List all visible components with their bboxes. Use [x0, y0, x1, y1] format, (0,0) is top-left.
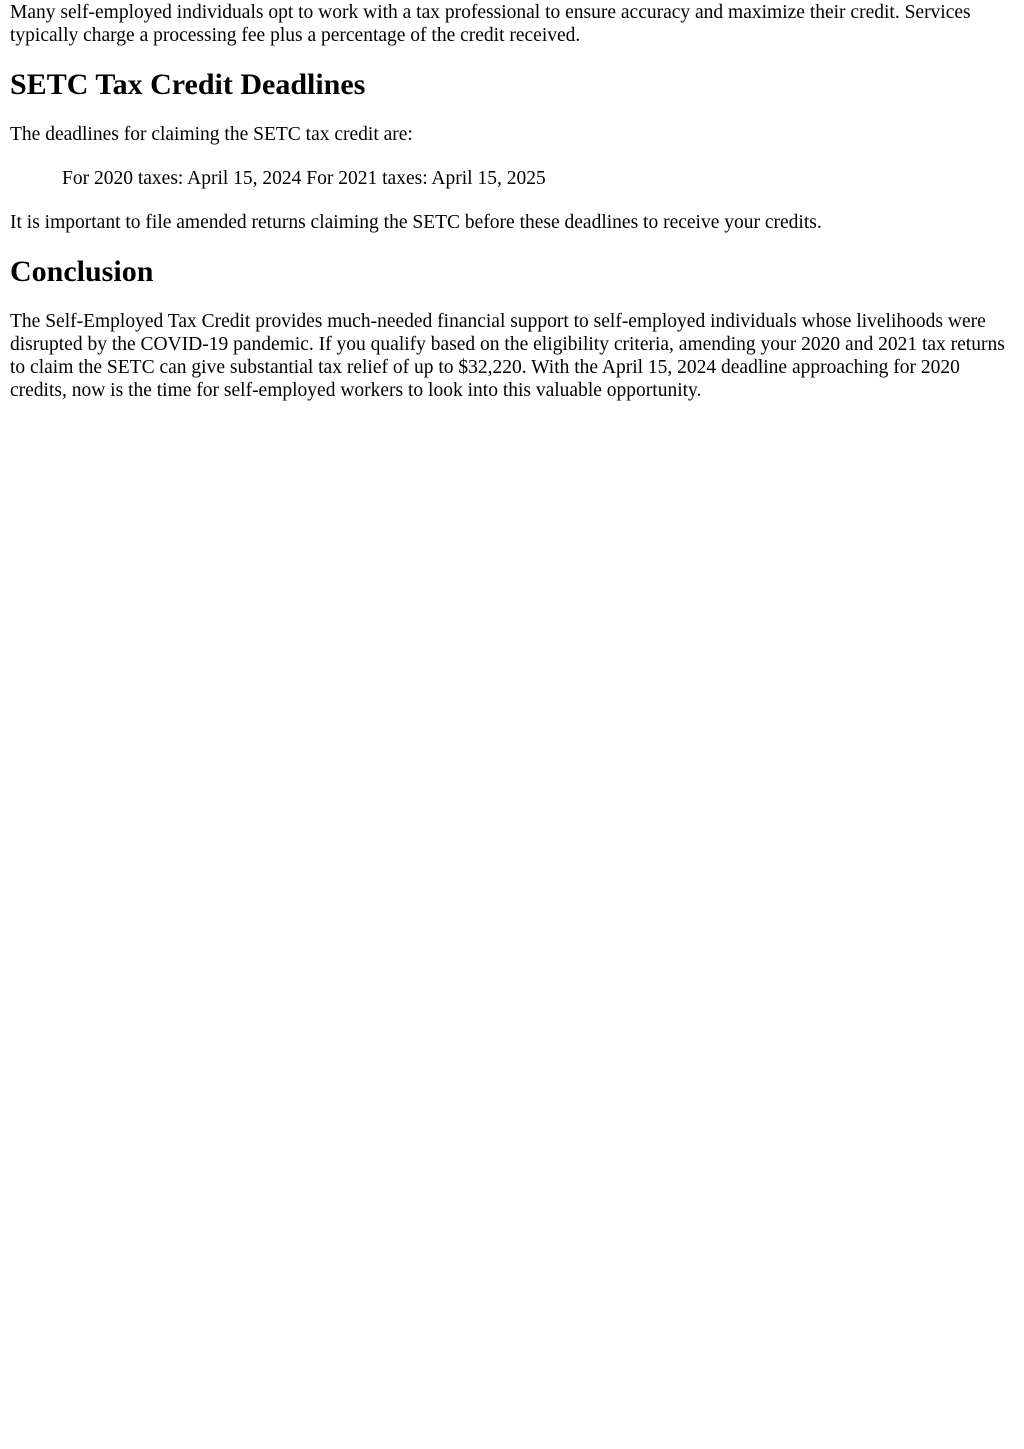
- deadlines-list: For 2020 taxes: April 15, 2024 For 2021 taxes: April 15, 2025: [62, 168, 546, 189]
- deadlines-lead-paragraph: The deadlines for claiming the SETC tax credit are:: [10, 124, 413, 145]
- intro-paragraph: Many self-employed individuals opt to work with a tax professional to ensure accuracy and maximize their credit. Services typically charge a processing fee plus a percentage of the credit received.: [10, 2, 971, 46]
- conclusion-heading: Conclusion: [10, 255, 154, 288]
- deadlines-note-paragraph: It is important to file amended returns claiming the SETC before these deadlines to receive your credits.: [10, 212, 822, 233]
- deadlines-heading: SETC Tax Credit Deadlines: [10, 68, 366, 101]
- conclusion-paragraph: The Self-Employed Tax Credit provides much-needed financial support to self-employed individuals whose livelihoods were disrupted by the COVID-19 pandemic. If you qualify based on the eligibility criteria, amending your 2020 and 2021 tax returns to claim the SETC can give substantial tax relief of up to $32,220. With the April 15, 2024 deadline approaching for 2020 credits, now is the time for self-employed workers to look into this valuable opportunity.: [10, 311, 1005, 401]
- article-body: [0, 1, 1024, 402]
